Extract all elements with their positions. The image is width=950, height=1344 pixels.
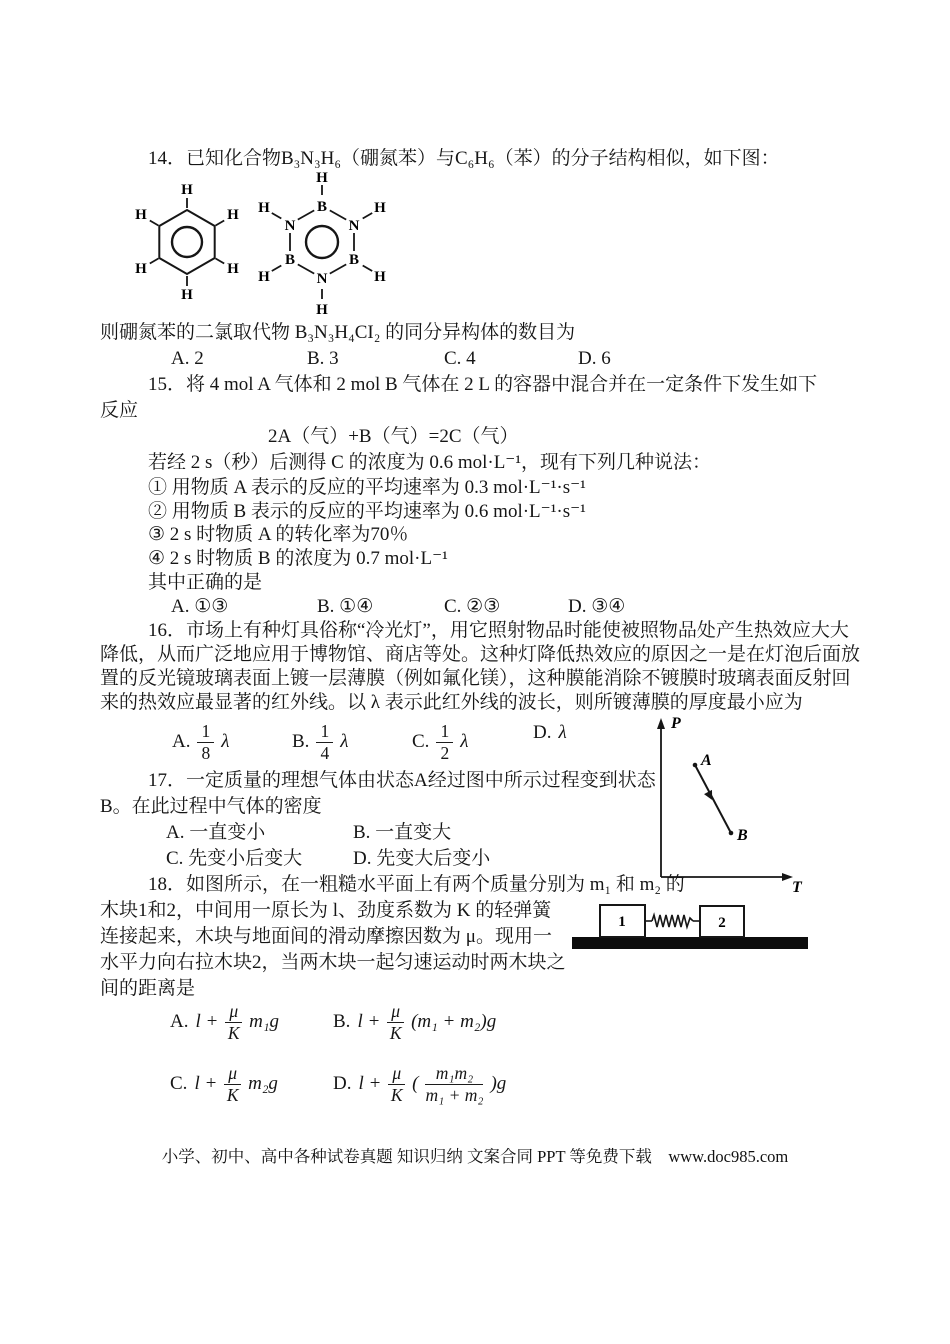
- question-15-line-4: 其中正确的是: [148, 572, 263, 593]
- question-18-options-ab: [100, 1002, 860, 1054]
- question-15-line-2: 反应: [100, 400, 139, 421]
- fraction: $\frac{\mu}{K}$: [388, 1064, 405, 1105]
- question-16-line-4: 来的热效应最显著的红外线。以 λ 表示此红外线的波长，则所镀薄膜的厚度最小应为: [100, 692, 803, 713]
- h-atom-label: H: [227, 261, 239, 277]
- benzene-structure: [135, 182, 239, 303]
- statement-3: ③ 2 s 时物质 A 的转化率为70％: [148, 524, 409, 545]
- h-atom-label: H: [374, 269, 386, 285]
- question-15-options: [100, 594, 860, 620]
- fraction: $\frac{\mu}{K}$: [387, 1002, 404, 1043]
- block-2-label: 2: [718, 915, 726, 931]
- question-14-title: 14．已知化合物B₃N₃H₆（硼氮苯）与C₆H₆（苯）的分子结构相似，如下图：: [148, 148, 780, 169]
- h-atom-label: H: [181, 287, 193, 303]
- option-c: C. l + $\frac{\mu}{K}$ m₂g: [170, 1063, 278, 1105]
- option-b: B. 一直变大: [353, 822, 452, 843]
- option-d: D. 6: [578, 348, 611, 369]
- n-atom-label: N: [284, 218, 296, 234]
- question-14-options: [100, 346, 860, 372]
- question-15-line-1: 15．将 4 mol A 气体和 2 mol B 气体在 2 L 的容器中混合并在一定条件下发生如下: [148, 374, 818, 395]
- question-16-line-2: 降低，从而广泛地应用于博物馆、商店等处。这种灯降低热效应的原因之一是在灯泡后面放: [100, 644, 861, 665]
- question-16-line-3: 置的反光镜玻璃表面上镀一层薄膜（例如氟化镁），这种膜能消除不镀膜时玻璃表面反射回: [100, 668, 851, 689]
- spring: [652, 915, 693, 927]
- h-atom-label: H: [258, 200, 270, 216]
- option-d: D. λ: [533, 722, 567, 743]
- question-14-stem: 则硼氮苯的二氯取代物 B₃N₃H₄CI₂ 的同分异构体的数目为: [100, 322, 576, 343]
- question-18-line-1: 18．如图所示，在一粗糙水平面上有两个质量分别为 m₁ 和 m₂ 的: [148, 874, 685, 895]
- h-atom-label: H: [374, 200, 386, 216]
- n-atom-label: N: [316, 271, 328, 287]
- b-atom-label: B: [348, 252, 360, 268]
- option-c: C. 先变小后变大: [166, 848, 303, 869]
- question-18-line-5: 间的距离是: [100, 978, 196, 999]
- h-atom-label: H: [258, 269, 270, 285]
- option-b: B. l + $\frac{\mu}{K}$ (m₁ + m₂)g: [333, 1001, 497, 1043]
- molecular-structures-figure: [130, 170, 430, 322]
- reaction-equation: 2A（气）+B（气）=2C（气）: [268, 426, 519, 447]
- option-b: B. 3: [307, 348, 339, 369]
- question-15-line-3: 若经 2 s（秒）后测得 C 的浓度为 0.6 mol·L⁻¹，现有下列几种说法：: [148, 452, 712, 473]
- pressure-temperature-graph: [635, 712, 810, 892]
- question-16-line-1: 16．市场上有种灯具俗称“冷光灯”，用它照射物品时能使被照物品处产生热效应大大: [148, 620, 849, 641]
- question-18-line-4: 水平力向右拉木块2，当两木块一起匀速运动时两木块之: [100, 952, 566, 973]
- b-atom-label: B: [284, 252, 296, 268]
- option-d: D. ③④: [568, 596, 626, 617]
- h-atom-label: H: [181, 182, 193, 198]
- option-d: D. 先变大后变小: [353, 848, 491, 869]
- footer-download-notice: 小学、初中、高中各种试卷真题 知识归纳 文案合同 PPT 等免费下载 www.doc985.com: [161, 1147, 789, 1166]
- option-c: C. ②③: [444, 596, 501, 617]
- fraction: $\frac{\text{m₁m₂}}{\text{m₁ + m₂}}$: [425, 1063, 484, 1105]
- option-c: C. 4: [444, 348, 476, 369]
- question-18-options-cd: [100, 1064, 860, 1116]
- statement-4: ④ 2 s 时物质 B 的浓度为 0.7 mol·L⁻¹: [148, 548, 448, 569]
- fraction: $\frac{1}{2}$: [436, 722, 453, 763]
- p-axis-arrow: [657, 718, 665, 729]
- option-a: A. ①③: [171, 596, 229, 617]
- ground: [572, 937, 808, 949]
- fraction: $\frac{1}{4}$: [316, 722, 333, 763]
- option-d: D. l + $\frac{\mu}{K}$ ( $\frac{\text{m₁m₂}}{\text{m₁ + m₂}}$ )g: [333, 1063, 507, 1105]
- question-18-line-2: 木块1和2，中间用一原长为 l、劲度系数为 K 的轻弹簧: [100, 900, 552, 921]
- option-c: C. $\frac{1}{2}$ λ: [412, 721, 469, 763]
- t-axis-label: T: [792, 879, 802, 892]
- statement-1: ① 用物质 A 表示的反应的平均速率为 0.3 mol·L⁻¹·s⁻¹: [148, 477, 586, 498]
- state-a-label: A: [701, 752, 712, 769]
- statement-2: ② 用物质 B 表示的反应的平均速率为 0.6 mol·L⁻¹·s⁻¹: [148, 501, 586, 522]
- h-atom-label: H: [135, 207, 147, 223]
- blocks-spring-diagram: [570, 893, 815, 957]
- p-axis-label: P: [671, 715, 681, 732]
- block-1-label: 1: [618, 914, 626, 930]
- question-17-line-1: 17．一定质量的理想气体由状态A经过图中所示过程变到状态: [148, 770, 656, 791]
- borazine-structure: [258, 170, 386, 318]
- b-atom-label: B: [316, 199, 328, 215]
- question-17-line-2: B。在此过程中气体的密度: [100, 796, 322, 817]
- state-b-label: B: [737, 827, 748, 844]
- option-a: A. l + $\frac{\mu}{K}$ m₁g: [170, 1001, 279, 1043]
- fraction: $\frac{\mu}{K}$: [224, 1064, 241, 1105]
- fraction: $\frac{\mu}{K}$: [225, 1002, 242, 1043]
- h-atom-label: H: [227, 207, 239, 223]
- option-a: A. $\frac{1}{8}$ λ: [172, 721, 230, 763]
- option-b: B. ①④: [317, 596, 374, 617]
- question-18-line-3: 连接起来，木块与地面间的滑动摩擦因数为 μ。现用一: [100, 926, 552, 947]
- h-atom-label: H: [135, 261, 147, 277]
- option-a: A. 一直变小: [166, 822, 266, 843]
- h-atom-label: H: [316, 170, 328, 186]
- option-b: B. $\frac{1}{4}$ λ: [292, 721, 349, 763]
- h-atom-label: H: [316, 302, 328, 318]
- n-atom-label: N: [348, 218, 360, 234]
- fraction: $\frac{1}{8}$: [197, 722, 214, 763]
- option-a: A. 2: [171, 348, 204, 369]
